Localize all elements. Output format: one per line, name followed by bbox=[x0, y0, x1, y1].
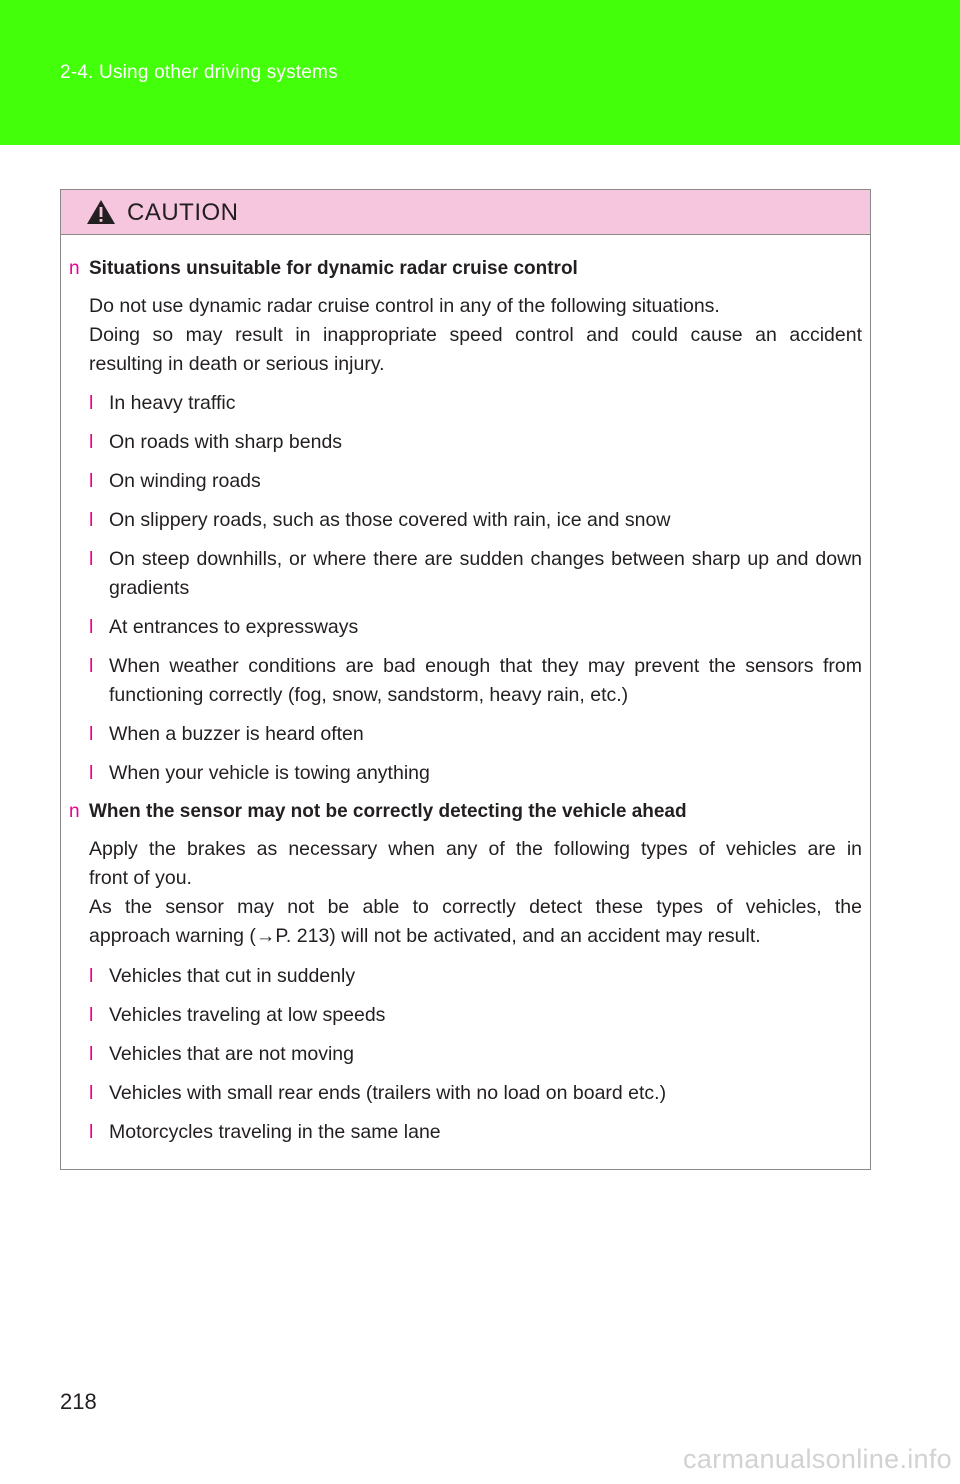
list-item-text: Vehicles with small rear ends (trailers with no load on board etc.) bbox=[109, 1082, 667, 1104]
paragraph-line: resulting in death or serious injury. bbox=[89, 353, 385, 375]
paragraph-line: As the sensor may not be able to correctly detect these types of vehicles, the bbox=[89, 896, 862, 918]
warning-triangle-icon bbox=[86, 199, 116, 225]
list-item-text: On roads with sharp bends bbox=[109, 431, 343, 453]
header-bar bbox=[0, 0, 960, 145]
list-item bbox=[89, 1001, 862, 1030]
list-item-text: At entrances to expressways bbox=[109, 616, 359, 638]
paragraph-line: approach warning (→P. 213) will not be activated, and an accident may result. bbox=[89, 925, 761, 947]
bullet-marker: l bbox=[89, 1082, 94, 1104]
watermark: carmanualsonline.info bbox=[683, 1444, 952, 1474]
bullet-marker: l bbox=[89, 392, 94, 414]
bullet-marker: l bbox=[89, 723, 94, 745]
list-item-text: When weather conditions are bad enough that they may prevent the sensors from functioning correctly (fog, snow, sandstorm, heavy rain, etc.) bbox=[109, 655, 862, 706]
section-marker: n bbox=[69, 258, 80, 279]
list-item bbox=[89, 652, 862, 710]
list-item-text: Vehicles that are not moving bbox=[109, 1043, 354, 1065]
caution-title: CAUTION bbox=[127, 199, 239, 226]
list-item bbox=[89, 613, 862, 642]
list-item-text: In heavy traffic bbox=[109, 392, 236, 414]
list-item-text: When your vehicle is towing anything bbox=[109, 762, 430, 784]
caution-header bbox=[61, 190, 870, 235]
bullet-marker: l bbox=[89, 1121, 94, 1143]
paragraph-line: Apply the brakes as necessary when any of the following types of vehicles are in bbox=[89, 838, 862, 860]
bullet-marker: l bbox=[89, 509, 94, 531]
bullet-marker: l bbox=[89, 965, 94, 987]
list-item bbox=[89, 759, 862, 788]
list-item bbox=[89, 506, 862, 535]
bullet-marker: l bbox=[89, 616, 94, 638]
section-paragraph bbox=[89, 292, 862, 379]
section-paragraph bbox=[89, 835, 862, 951]
section-heading-text: Situations unsuitable for dynamic radar cruise control bbox=[89, 258, 578, 279]
list-item bbox=[89, 545, 862, 603]
paragraph-line: front of you. bbox=[89, 867, 192, 889]
bullet-marker: l bbox=[89, 1043, 94, 1065]
list-item-text: When a buzzer is heard often bbox=[109, 723, 364, 745]
caution-box bbox=[60, 189, 871, 1170]
paragraph-line: Doing so may result in inappropriate speed control and could cause an accident bbox=[89, 324, 862, 346]
page-number: 218 bbox=[60, 1389, 97, 1414]
list-item bbox=[89, 467, 862, 496]
section-heading-text: When the sensor may not be correctly detecting the vehicle ahead bbox=[89, 801, 687, 822]
section-title: 2-4. Using other driving systems bbox=[60, 62, 338, 83]
bullet-marker: l bbox=[89, 431, 94, 453]
bullet-marker: l bbox=[89, 762, 94, 784]
list-item bbox=[89, 1040, 862, 1069]
section-heading bbox=[69, 257, 578, 281]
section-marker: n bbox=[69, 801, 80, 822]
bullet-marker: l bbox=[89, 470, 94, 492]
list-item-text: Motorcycles traveling in the same lane bbox=[109, 1121, 441, 1143]
list-item bbox=[89, 962, 862, 991]
list-item-text: Vehicles that cut in suddenly bbox=[109, 965, 356, 987]
list-item bbox=[89, 389, 862, 418]
bullet-marker: l bbox=[89, 1004, 94, 1026]
paragraph-line: Do not use dynamic radar cruise control in any of the following situations. bbox=[89, 295, 720, 317]
list-item bbox=[89, 1079, 862, 1108]
section-heading bbox=[69, 800, 687, 824]
list-item bbox=[89, 720, 862, 749]
bullet-marker: l bbox=[89, 548, 94, 570]
list-item bbox=[89, 428, 862, 457]
list-item-text: On steep downhills, or where there are sudden changes between sharp up and down gradients bbox=[109, 548, 862, 599]
list-item-text: Vehicles traveling at low speeds bbox=[109, 1004, 386, 1026]
list-item-text: On slippery roads, such as those covered with rain, ice and snow bbox=[109, 509, 671, 531]
bullet-marker: l bbox=[89, 655, 94, 677]
list-item bbox=[89, 1118, 862, 1147]
list-item-text: On winding roads bbox=[109, 470, 261, 492]
